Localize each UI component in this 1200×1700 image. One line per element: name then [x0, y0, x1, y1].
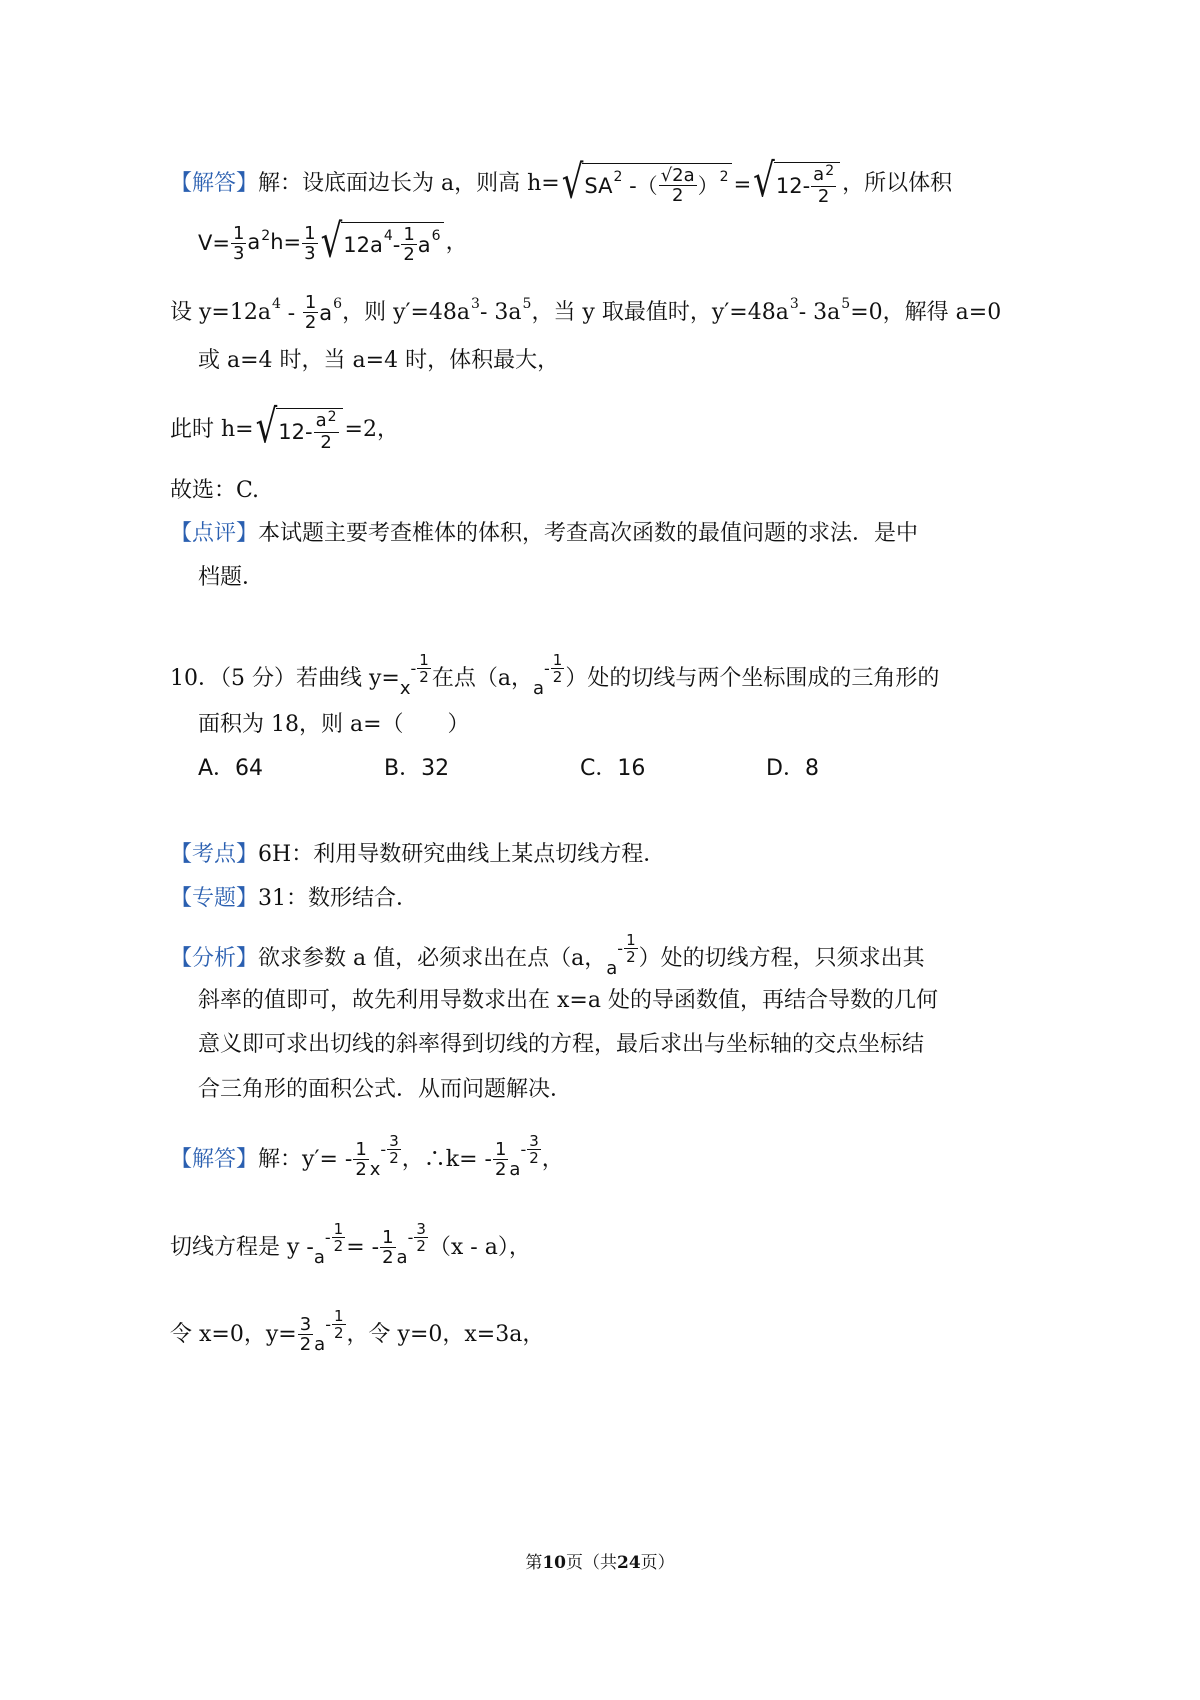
question-10-line-1: 10．（5 分）若曲线 y= x - $\frac{1}{2}$ 在点（a， a - $\frac{1}{2}$ ）处的切线与两个坐标围成的三角形的 [170, 651, 940, 699]
page-number: 10 [542, 1553, 566, 1573]
sqrt-formula: √ SA 2 -（ $\frac{√2a}{2}$ ） 2 [562, 163, 732, 205]
answer-tail: ，所以体积 [842, 171, 953, 196]
prev-answer-line-1: 【解答】 解：设底面边长为 a，则高 h= √ SA 2 -（ $\frac{√2a}{2}$ ） 2 = √ 12- $\frac{a^2}{2}$ ，所以体积 [170, 154, 953, 210]
tangent-line: 切线方程是 y - a - $\frac{1}{2}$ = - $\frac{1}{2}$ a - $\frac{3}{2}$ （x - a）， [170, 1220, 531, 1268]
answer-text: 解：设底面边长为 a，则高 h= [258, 171, 560, 196]
question-10-line-2: 面积为 18，则 a=（ ） [198, 712, 470, 737]
solution-answer-tag: 【解答】 [170, 1146, 259, 1172]
comment-tag: 【点评】 [170, 521, 259, 546]
sqrt-formula-2: √ 12- $\frac{a^2}{2}$ [753, 162, 840, 206]
analysis-line-3: 意义即可求出切线的斜率得到切线的方程，最后求出与坐标轴的交点坐标结 [198, 1032, 925, 1057]
analysis-tag: 【分析】 [170, 945, 259, 971]
prev-answer-line-3: 设 y=12a 4 - $\frac{1}{2}$ a 6 ，则 y′=48a 3 - 3a 5 ，当 y 取最值时，y′=48a 3 - 3a 5 =0，解得 a=0 [170, 292, 1002, 333]
solution-answer-line: 【解答】 解：y′= - $\frac{1}{2}$ x - $\frac{3}{2}$ ，∴k= - $\frac{1}{2}$ a - $\frac{3}{2}$ ， [170, 1132, 564, 1180]
last-line: 令 x=0，y= $\frac{3}{2}$ a - $\frac{1}{2}$ ，令 y=0，x=3a， [170, 1307, 545, 1355]
point-exponent: a - $\frac{1}{2}$ [532, 651, 563, 699]
comment-line-2: 档题． [198, 565, 265, 590]
page-footer: 第10页（共24页） [525, 1553, 675, 1573]
page-total: 24 [617, 1553, 641, 1573]
point-line: 【考点】 6H：利用导数研究曲线上某点切线方程． [170, 840, 665, 870]
prev-answer-line-2: V= $\frac{1}{3}$ $a^2h=$ $\frac{1}{3}$ √ 12a 4 - $\frac{1}{2}$ a 6 ， [198, 214, 468, 269]
analysis-line-1: 【分析】 欲求参数 a 值，必须求出在点（a， a - $\frac{1}{2}$ ）处的切线方程，只须求出其 [170, 931, 925, 979]
option-b: B．32 [384, 756, 450, 781]
point-tag: 【考点】 [170, 842, 259, 867]
topic-tag: 【专题】 [170, 886, 259, 911]
option-a: A．64 [198, 756, 264, 781]
comment-line-1: 【点评】 本试题主要考查椎体的体积，考查高次函数的最值问题的求法．是中 [170, 519, 918, 549]
topic-line: 【专题】 31：数形结合． [170, 884, 418, 914]
option-d: D．8 [766, 756, 819, 781]
prev-answer-line-5: 此时 h= √ 12- $\frac{a^2}{2}$ =2， [170, 400, 399, 455]
volume-sqrt: √ 12a 4 - $\frac{1}{2}$ a 6 [321, 222, 444, 264]
prev-choice: 故选：C. [170, 478, 260, 503]
option-c: C．16 [580, 756, 646, 781]
prev-answer-line-4: 或 a=4 时，当 a=4 时，体积最大， [198, 348, 560, 373]
answer-tag: 【解答】 [170, 171, 259, 196]
analysis-line-4: 合三角形的面积公式．从而问题解决． [198, 1077, 573, 1102]
analysis-line-2: 斜率的值即可，故先利用导数求出在 x=a 处的导函数值，再结合导数的几何 [198, 988, 938, 1013]
curve-exponent: x - $\frac{1}{2}$ [399, 651, 429, 699]
